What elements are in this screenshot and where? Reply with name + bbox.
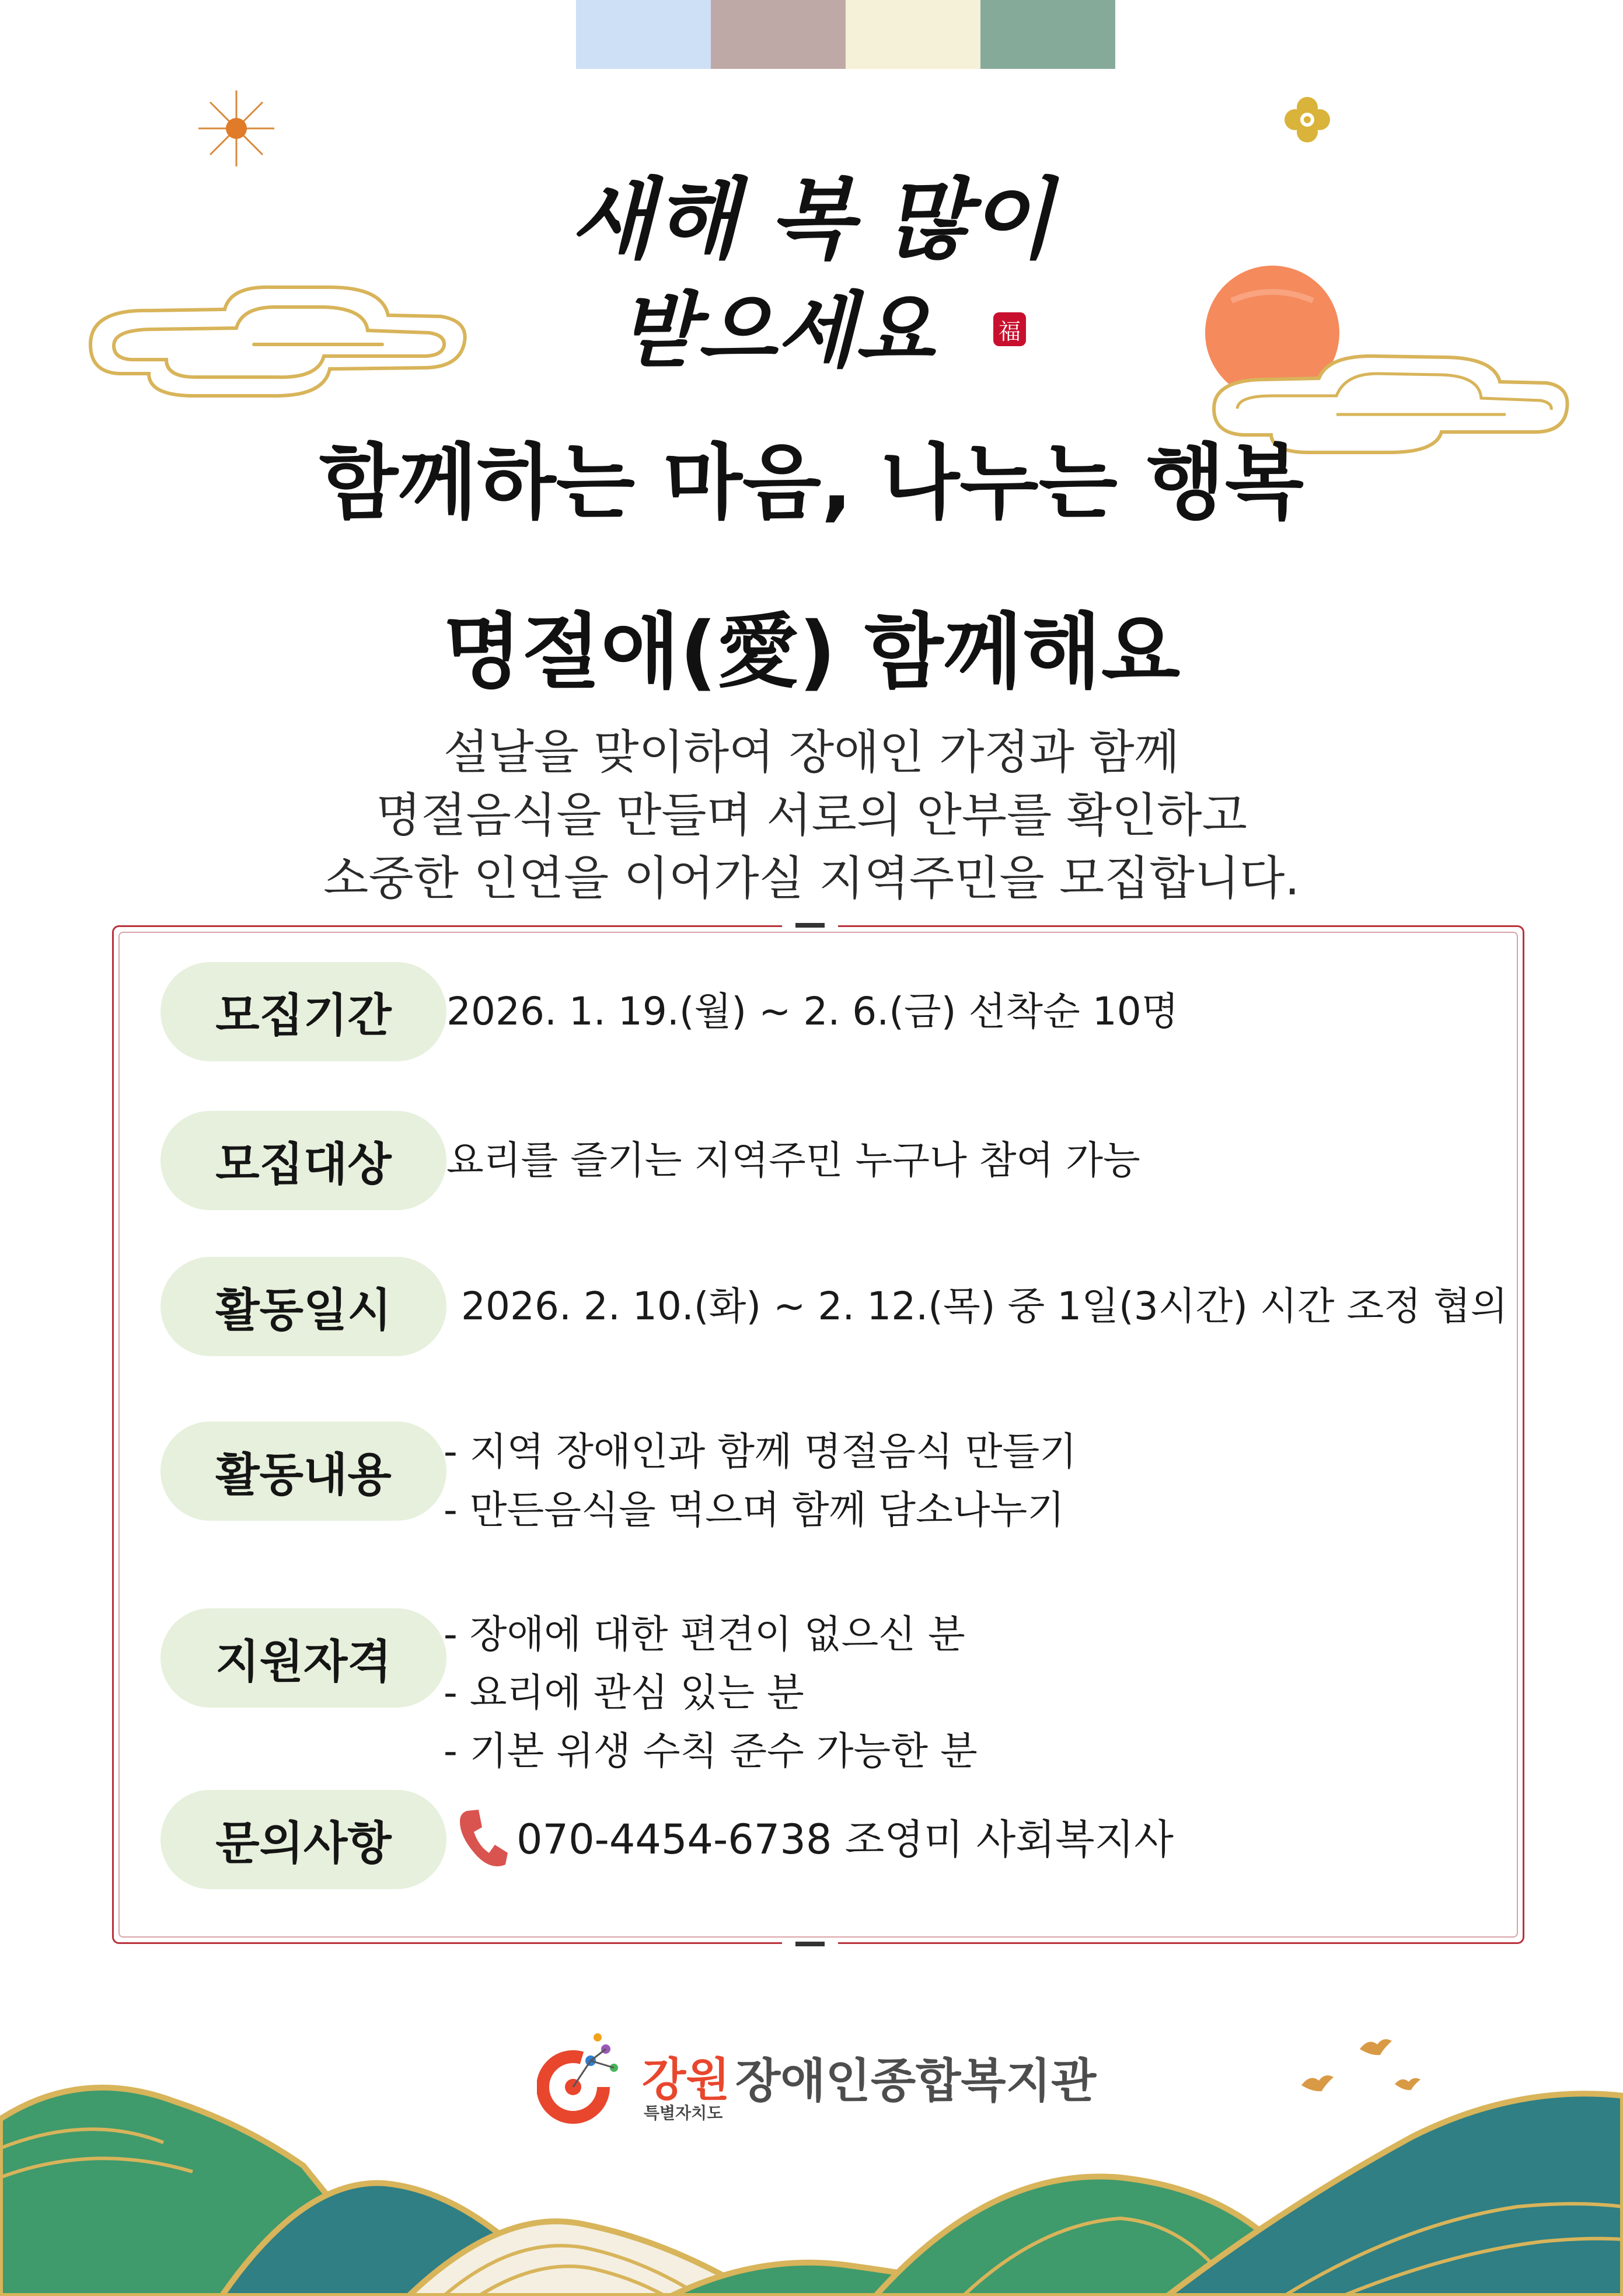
intro-text: [0, 721, 1623, 910]
intro-line: 소중한 인연을 이어가실 지역주민을 모집합니다.: [323, 851, 1300, 905]
value-recruit-target: 요리를 즐기는 지역주민 누구나 참여 가능: [446, 1138, 1140, 1183]
panel-ornament-top: [782, 921, 838, 929]
page-headline: 함께하는 마음, 나누는 행복: [319, 435, 1304, 531]
event-title: 명절애(愛) 함께해요: [442, 605, 1181, 700]
color-swatch-2: [711, 0, 846, 69]
label-activity-content: 활동내용: [160, 1422, 446, 1521]
logo-name: 장애인종합복지관: [735, 2054, 1097, 2108]
value-activity-content: - 지역 장애인과 함께 명절음식 만들기 - 만든음식을 먹으며 함께 담소나누기: [444, 1429, 1077, 1532]
flower-icon: [1281, 93, 1334, 146]
label-recruit-period: 모집기간: [160, 962, 446, 1061]
color-swatch-4: [980, 0, 1115, 69]
intro-line: 명절음식을 만들며 서로의 안부를 확인하고: [376, 788, 1247, 842]
seal-stamp: 福: [993, 312, 1026, 346]
panel-ornament-bottom: [782, 1940, 838, 1948]
value-eligibility: - 장애에 대한 편견이 없으신 분 - 요리에 관심 있는 분 - 기본 위생 수칙 준수 가능한 분: [444, 1612, 978, 1774]
value-activity-date: 2026. 2. 10.(화) ~ 2. 12.(목) 중 1일(3시간) 시간 조정 협의: [461, 1284, 1508, 1329]
logo-subtitle: 특별자치도: [644, 2103, 723, 2123]
color-swatch-3: [846, 0, 980, 69]
label-activity-date: 활동일시: [160, 1257, 446, 1356]
mountains-decoration: [0, 2032, 1623, 2296]
intro-line: 설날을 맞이하여 장애인 가정과 함께: [444, 725, 1179, 779]
value-recruit-period: 2026. 1. 19.(월) ~ 2. 6.(금) 선착순 10명: [446, 989, 1179, 1034]
greeting-line-2: 받으세요: [619, 283, 934, 379]
value-inquiry: 070-4454-6738 조영미 사회복지사: [516, 1816, 1174, 1863]
color-swatch-1: [576, 0, 711, 69]
label-inquiry: 문의사항: [160, 1790, 446, 1889]
label-eligibility: 지원자격: [160, 1608, 446, 1708]
greeting-line-1: 새해 복 많이: [570, 168, 1053, 271]
label-recruit-target: 모집대상: [160, 1111, 446, 1210]
logo-region: 강원: [642, 2054, 730, 2106]
phone-icon: [456, 1807, 509, 1869]
